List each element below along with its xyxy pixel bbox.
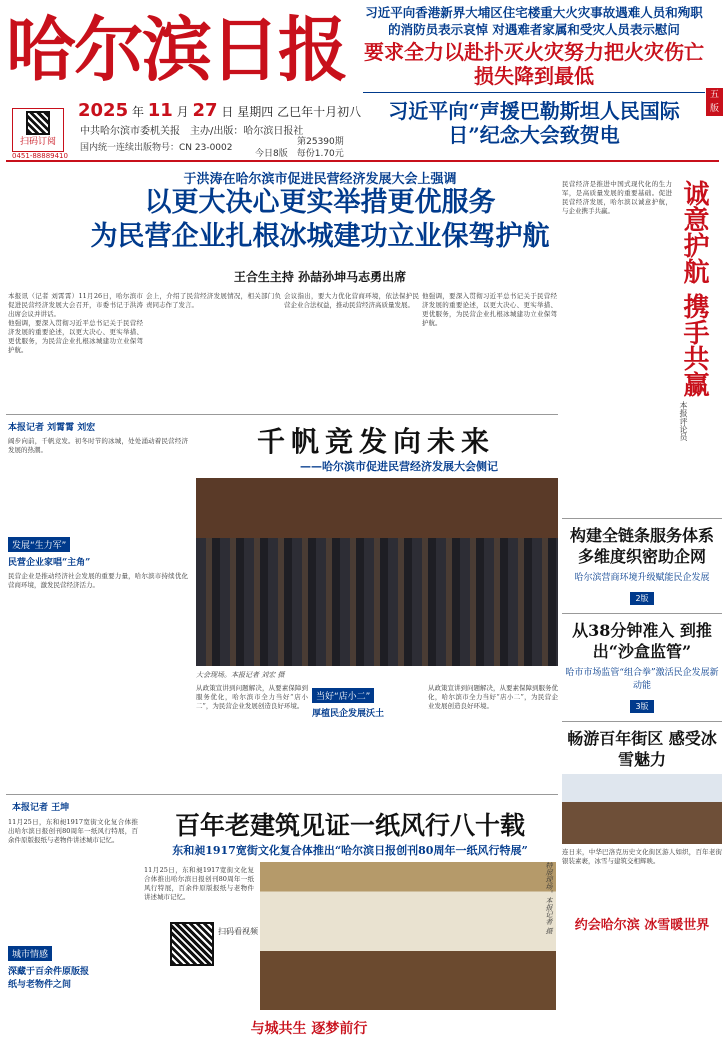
editorial-body: 民营经济是推进中国式现代化的生力军，是高质量发展的重要基础。促进民营经济发展，哈尔滨以诚意护航，与企业携手共赢。 bbox=[562, 180, 672, 215]
promo-1-headline: 构建全链条服务体系 多维度织密助企网 bbox=[569, 526, 714, 566]
top-second-headline[interactable]: 习近平向“声援巴勒斯坦人民国际日”纪念大会致贺电 bbox=[388, 99, 680, 147]
editorial-byline: 本报评论员 bbox=[679, 401, 688, 442]
weekday: 星期四 bbox=[237, 105, 274, 119]
price-info: 今日8版 每份1.70元 bbox=[255, 149, 344, 159]
lead-paragraph-3: 会议指出，要大力优化营商环境，依法保护民营企业合法权益，推动民营经济高质量发展。 bbox=[284, 292, 419, 309]
promo-2-page: 3版 bbox=[630, 700, 653, 713]
sponsor-line: 中共哈尔滨市委机关报 主办/出版：哈尔滨日报社 bbox=[80, 126, 304, 137]
lead-headline-line-1: 以更大决心更实举措更优服务 bbox=[144, 187, 496, 218]
bottom-sub-rubric-2: 纸与老物件之间 bbox=[8, 980, 72, 990]
promo-box-3[interactable] bbox=[562, 721, 722, 933]
qr-icon bbox=[26, 111, 50, 135]
top-main-headline[interactable]: 要求全力以赴扑灭火灾努力把火灾伤亡损失降到最低 bbox=[364, 40, 704, 88]
photo-audience bbox=[196, 538, 558, 666]
promo-3-headline: 畅游百年街区 感受冰雪魅力 bbox=[567, 729, 717, 769]
promo-3-banner: 约会哈尔滨 冰雪暖世界 bbox=[574, 918, 710, 933]
section-divider bbox=[6, 414, 558, 415]
lead-paragraph-1: 他强调，要深入贯彻习近平总书记关于民营经济发展的重要论述，以更大决心、更实举措、更优服务，为民营企业扎根冰城建功立业保驾护航。 bbox=[8, 319, 143, 354]
issn-line: 国内统一连续出版物号：CN 23-0002 bbox=[80, 143, 233, 153]
left-tag: 发展“生力军” bbox=[8, 537, 70, 552]
feature-text-col-3: 从政策宣讲到问题解决，从要素保障到服务优化，哈尔滨市全力当好“店小二”，为民营企业发展创造良好环境。 bbox=[428, 684, 558, 710]
masthead-divider bbox=[6, 160, 719, 162]
bottom-text-col-2: 11月25日，东和昶1917宽街文化复合体推出哈尔滨日报创刊80周年一纸风行特展，百余件原版报纸与老物件讲述城市记忆。 bbox=[144, 866, 254, 901]
bottom-photo bbox=[260, 862, 556, 1010]
left-tag-wrap bbox=[8, 533, 188, 552]
subscribe-badge[interactable] bbox=[12, 108, 64, 152]
lead-paragraph-4: 他强调，要深入贯彻习近平总书记关于民营经济发展的重要论述，以更大决心、更实举措、更优服务，为民营企业扎根冰城建功立业保驾护航。 bbox=[422, 292, 557, 327]
subscribe-label: 扫码订阅 bbox=[19, 137, 56, 147]
date-year-label: 年 bbox=[131, 105, 144, 119]
editorial-block bbox=[562, 180, 722, 510]
feature-photo-caption: 大会现场。本报记者 刘宏 摄 bbox=[196, 671, 285, 679]
lead-body-col-4 bbox=[422, 292, 557, 412]
bottom-author: 本报记者 王坤 bbox=[12, 803, 70, 813]
feature-text-col-1: 从政策宣讲到问题解决，从要素保障到服务优化，哈尔滨市全力当好“店小二”，为民营企业发展创造良好环境。 bbox=[196, 684, 308, 710]
promo-1-sub: 哈尔滨营商环境升级赋能民企发展 bbox=[574, 573, 710, 583]
feature-photo bbox=[196, 478, 558, 666]
promo-2-headline: 从38分钟准入 到推出“沙盒监管” bbox=[572, 621, 712, 661]
page-info bbox=[255, 136, 344, 160]
lead-headline[interactable] bbox=[70, 186, 570, 254]
top-right-news bbox=[363, 4, 705, 156]
lunar-date: 乙巳年十月初八 bbox=[277, 105, 362, 119]
divider bbox=[363, 92, 705, 93]
photo-backdrop bbox=[196, 478, 558, 538]
edition-tag: 五版 bbox=[706, 88, 723, 116]
hotline: 0451-88889410 bbox=[12, 152, 68, 160]
lead-paragraph-2: 会上，介绍了民营经济发展情况，相关部门负责同志作了发言。 bbox=[146, 292, 281, 309]
video-qr-code[interactable] bbox=[170, 922, 214, 966]
lead-headline-line-2: 为民营企业扎根冰城建功立业保驾护航 bbox=[90, 221, 550, 252]
bottom-divider bbox=[6, 794, 558, 795]
qr-label: 扫码看视频 bbox=[218, 927, 258, 936]
bottom-tag: 城市情感 bbox=[8, 946, 52, 961]
date-day-label: 日 bbox=[221, 105, 234, 119]
bottom-text-1: 11月25日，东和昶1917宽街文化复合体推出哈尔滨日报创刊80周年一纸风行特展，百余件原版报纸与老物件讲述城市记忆。 bbox=[8, 818, 138, 844]
promo-1-page: 2版 bbox=[630, 592, 653, 605]
promo-3-text: 连日来，中华巴洛克历史文化街区游人如织，百年老街银装素裹，冰雪与建筑交相辉映。 bbox=[562, 848, 722, 865]
left-column bbox=[8, 420, 188, 790]
left-text-2: 民营企业是推动经济社会发展的重要力量，哈尔滨市持续优化营商环境，激发民营经济活力。 bbox=[8, 572, 188, 589]
bottom-deck: 东和昶1917宽街文化复合体推出“哈尔滨日报创刊80周年一纸风行特展” bbox=[172, 844, 528, 857]
feature-headline[interactable]: 千帆竞发向未来 bbox=[256, 425, 495, 458]
newspaper-logo: 哈尔滨日报 bbox=[6, 8, 346, 91]
dateline bbox=[78, 100, 361, 121]
bottom-headline[interactable]: 百年老建筑见证一纸风行八十载 bbox=[174, 811, 525, 840]
lead-body-col-3 bbox=[284, 292, 419, 412]
lead-body-col-2 bbox=[146, 292, 281, 412]
top-sub-headline[interactable]: 习近平向香港新界大埔区住宅楼重大火灾事故遇难人员和殉职的消防员表示哀悼 对遇难者家属和受灾人员表示慰问 bbox=[365, 5, 703, 37]
date-year: 2025 bbox=[78, 100, 129, 121]
left-author: 本报记者 刘霄霄 刘宏 bbox=[8, 423, 96, 433]
editorial-head-wrap bbox=[678, 180, 720, 510]
bottom-photo-caption: 特展现场。本报记者 摄 bbox=[545, 862, 553, 935]
feature-deck: ——哈尔滨市促进民营经济发展大会侧记 bbox=[300, 460, 498, 473]
lead-byline: 本报讯（记者 刘霄霄）11月26日，哈尔滨市促进民营经济发展大会召开，市委书记于洪涛出席会议并讲话。 bbox=[8, 292, 143, 318]
bottom-banner: 与城共生 逐梦前行 bbox=[250, 1021, 368, 1037]
feature-text-col-2 bbox=[312, 684, 424, 790]
left-text-1: 阔步向前，千帆竞发。初冬时节的冰城，处处涌动着民营经济发展的热潮。 bbox=[8, 437, 188, 454]
right-column bbox=[562, 180, 722, 933]
street-photo bbox=[562, 774, 722, 844]
lead-body-col-1 bbox=[8, 292, 143, 412]
bottom-left-col bbox=[8, 818, 138, 1044]
lead-kicker: 于洪涛在哈尔滨市促进民营经济发展大会上强调 bbox=[183, 172, 457, 187]
lead-deck: 王合生主持 孙喆孙坤马志勇出席 bbox=[233, 270, 407, 284]
issue-number: 第25390期 bbox=[297, 137, 344, 147]
feature-tag: 当好“店小二” bbox=[312, 688, 374, 703]
promo-2-sub: 哈市市场监管“组合拳”激活民企发展新动能 bbox=[565, 668, 719, 691]
feature-sub-rubric: 厚植民企发展沃土 bbox=[312, 709, 385, 719]
editorial-headline[interactable]: 诚意护航 携手共赢 bbox=[679, 180, 709, 398]
promo-box-1[interactable] bbox=[562, 518, 722, 605]
promo-box-2[interactable] bbox=[562, 613, 722, 713]
bottom-sub-rubric-1: 深藏于百余件原版报 bbox=[8, 967, 90, 977]
date-month-label: 月 bbox=[176, 105, 189, 119]
date-day: 27 bbox=[192, 100, 218, 121]
left-sub-rubric: 民营企业家唱“主角” bbox=[8, 558, 91, 568]
date-month: 11 bbox=[147, 100, 173, 121]
